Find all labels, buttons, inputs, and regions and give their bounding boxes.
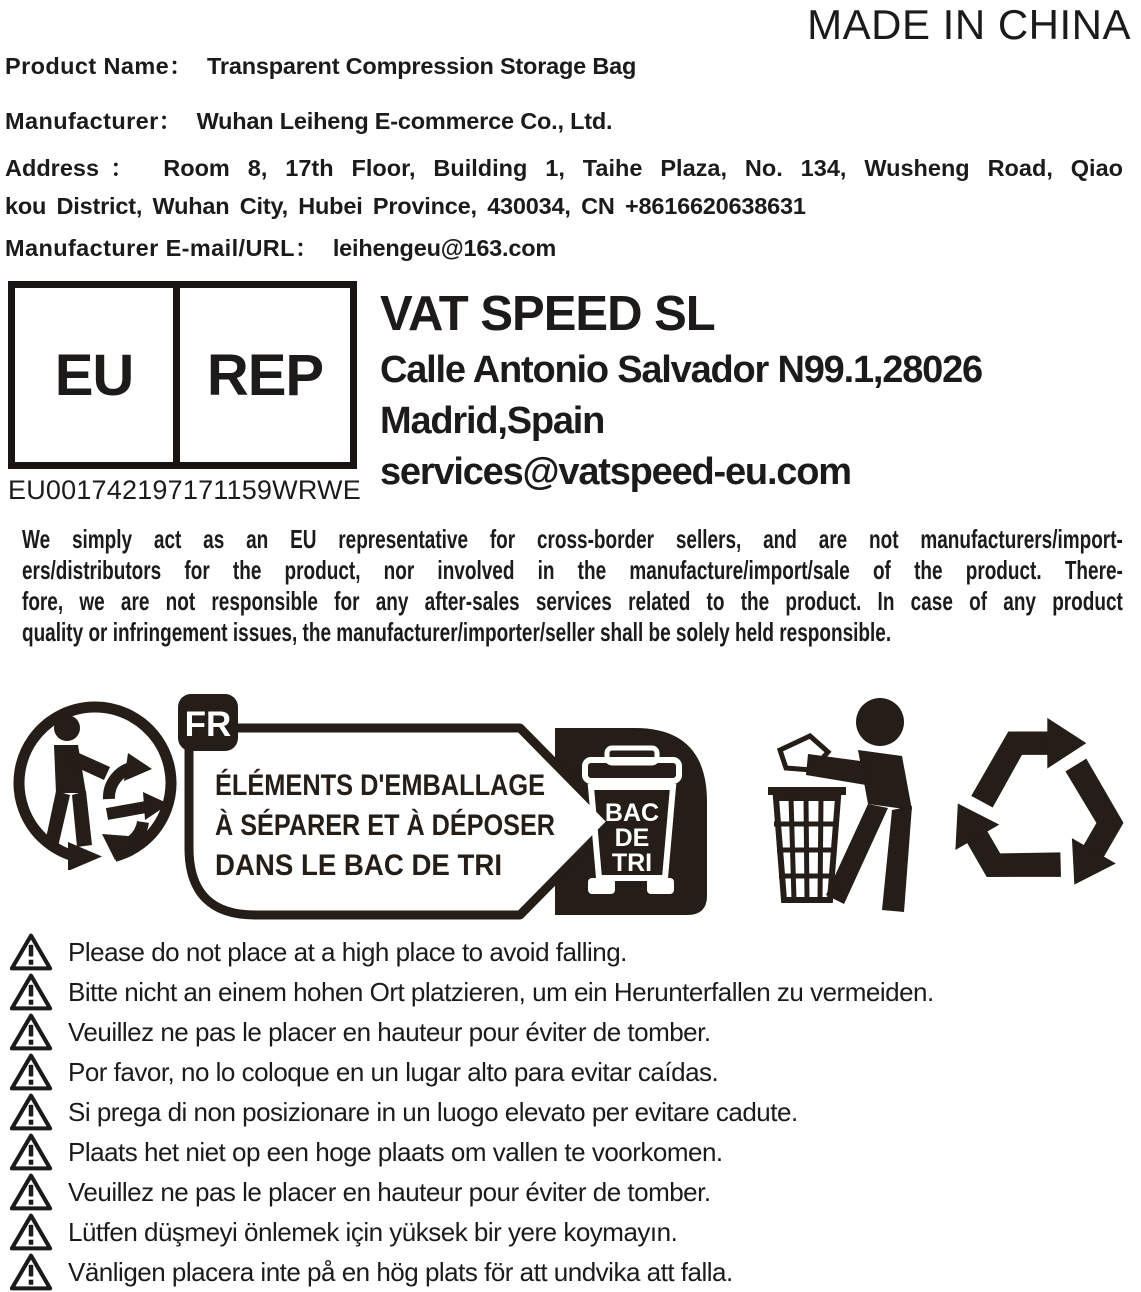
recycling-logos-row <box>0 690 1141 920</box>
warning-triangle-icon <box>8 1212 54 1252</box>
eu-rep-section <box>0 281 1141 506</box>
warning-text: Si prega di non posizionare in un luogo elevato per evitare cadute. <box>68 1097 798 1127</box>
tri-banner <box>175 690 710 920</box>
warning-text: Veuillez ne pas le placer en hauteur pour éviter de tomber. <box>68 1017 711 1047</box>
recycle-icon <box>942 708 1137 908</box>
address-value-line1: Room 8, 17th Floor, Building 1, Taihe Plaza, No. 134, Wusheng Road, Qiao <box>163 155 1123 181</box>
warning-triangle-icon <box>8 1012 54 1052</box>
eu-rep-box-rep: REP <box>206 342 324 408</box>
warning-triangle-icon <box>8 1092 54 1132</box>
warning-triangle-icon <box>8 972 54 1012</box>
eu-rep-disclaimer <box>22 524 1123 648</box>
warning-text: Por favor, no lo coloque en un lugar alto para evitar caídas. <box>68 1057 719 1087</box>
warning-row-en <box>8 932 1141 972</box>
eu-rep-company-name: VAT SPEED SL <box>380 287 715 341</box>
tidy-man-icon <box>752 692 942 920</box>
eu-rep-address-line2: Madrid,Spain <box>380 400 605 442</box>
warning-text: Bitte nicht an einem hohen Ort platzieren, um ein Herunterfallen zu vermeiden. <box>68 977 934 1007</box>
address-value-line2: kou District, Wuhan City, Hubei Province, 430034, CN +8616620638631 <box>5 193 806 219</box>
product-name-row <box>0 51 1141 81</box>
disclaimer-line: We simply act as an EU representative for cross-border sellers, and are not manufacturers/import- <box>22 524 1123 554</box>
bin-line-1: BAC <box>604 799 660 827</box>
eu-rep-box <box>8 281 357 469</box>
manufacturer-email-row <box>0 233 1141 263</box>
address-line-1 <box>5 152 1123 184</box>
warning-text: Veuillez ne pas le placer en hauteur pour éviter de tomber. <box>68 1177 711 1207</box>
warnings-list <box>0 932 1141 1292</box>
manufacturer-value: Wuhan Leiheng E-commerce Co., Ltd. <box>196 108 613 134</box>
warning-row-tr <box>8 1212 1141 1252</box>
bin-line-3: TRI <box>611 849 653 877</box>
warning-triangle-icon <box>8 1252 54 1292</box>
disclaimer-line: quality or infringement issues, the manufacturer/importer/seller shall be solely held responsible. <box>22 617 892 647</box>
manufacturer-label: Manufacturer： <box>5 108 183 134</box>
address-block <box>0 152 1141 222</box>
eu-rep-mark <box>8 281 368 506</box>
warning-triangle-icon <box>8 1172 54 1212</box>
bin-line-2: DE <box>614 824 650 852</box>
eu-rep-address-line1: Calle Antonio Salvador N99.1,28026 <box>380 349 982 391</box>
eu-rep-contact <box>368 281 982 506</box>
product-name-label: Product Name： <box>5 53 194 79</box>
eu-rep-box-eu: EU <box>15 288 180 462</box>
warning-triangle-icon <box>8 1052 54 1092</box>
warning-triangle-icon <box>8 1132 54 1172</box>
warning-text: Please do not place at a high place to avoid falling. <box>68 937 627 967</box>
eu-rep-email: services@vatspeed-eu.com <box>380 451 851 493</box>
warning-triangle-icon <box>8 932 54 972</box>
manufacturer-row <box>0 106 1141 136</box>
warning-row-fr2 <box>8 1172 1141 1212</box>
banner-line-1: ÉLÉMENTS D'EMBALLAGE <box>215 769 606 802</box>
warning-row-es <box>8 1052 1141 1092</box>
disclaimer-line: ers/distributors for the product, nor involved in the manufacture/import/sale of the product. There- <box>22 555 1123 585</box>
banner-line-3: DANS LE BAC DE TRI <box>215 849 502 882</box>
warning-row-de <box>8 972 1141 1012</box>
warning-row-fr <box>8 1012 1141 1052</box>
warning-text: Lütfen düşmeyi önlemek için yüksek bir yere koymayın. <box>68 1217 678 1247</box>
manufacturer-email-label: Manufacturer E-mail/URL： <box>5 235 319 261</box>
banner-line-2: À SÉPARER ET À DÉPOSER <box>215 809 620 842</box>
eu-rep-code: EU001742197171159WRWE <box>8 475 361 505</box>
warning-row-nl <box>8 1132 1141 1172</box>
warning-text: Vänligen placera inte på en hög plats för att undvika att falla. <box>68 1257 733 1287</box>
warning-text: Plaats het niet op een hoge plaats om vallen te voorkomen. <box>68 1137 723 1167</box>
warning-row-it <box>8 1092 1141 1132</box>
disclaimer-line: fore, we are not responsible for any after-sales services related to the product. In case of any product <box>22 586 1123 616</box>
warning-row-sv <box>8 1252 1141 1292</box>
triman-icon <box>10 695 180 870</box>
product-name-value: Transparent Compression Storage Bag <box>207 53 637 79</box>
fr-badge-label: FR <box>184 705 232 744</box>
manufacturer-email-value: leihengeu@163.com <box>332 235 557 261</box>
made-in-china-text: MADE IN CHINA <box>807 1 1131 48</box>
address-label: Address： <box>5 155 146 181</box>
